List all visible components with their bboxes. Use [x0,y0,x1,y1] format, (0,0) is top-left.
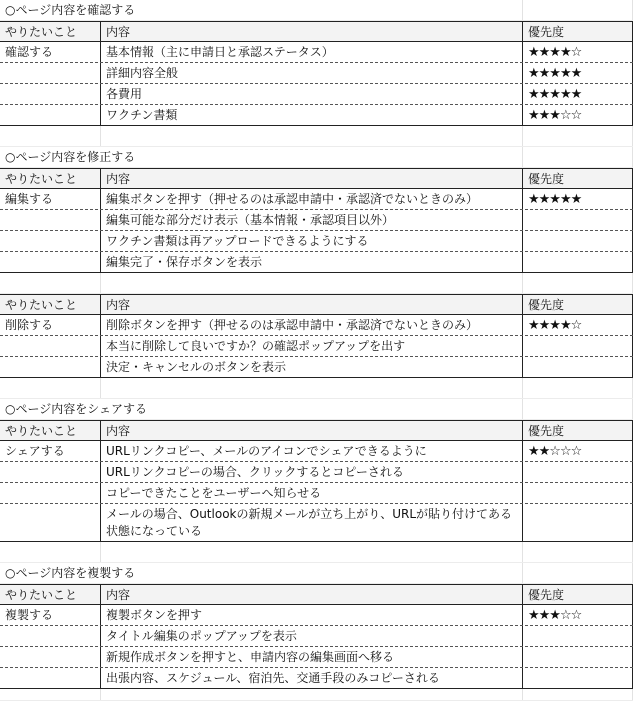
action-cell: 確認する [0,42,101,62]
table-row [0,483,633,504]
blank-row [0,126,633,147]
content-cell: メールの場合、Outlookの新規メールが立ち上がり、URLが貼り付けてある状態になっている [101,504,523,541]
section-title: ○ページ内容を修正する [0,147,523,167]
header-priority: 優先度 [523,22,633,41]
section-title: ○ページ内容をシェアする [0,399,523,419]
content-cell: URLリンクコピーの場合、クリックするとコピーされる [101,462,523,482]
table-row [0,84,633,105]
table-row [0,668,633,689]
table-row [0,647,633,668]
priority-cell [523,647,633,667]
content-cell: ワクチン書類は再アップロードできるようにする [101,231,523,251]
header-content: 内容 [101,585,523,604]
blank-row [0,542,633,563]
priority-cell [523,668,633,688]
priority-stars: ★★★★★ [523,63,633,83]
section-title-row [0,0,633,21]
header-action: やりたいこと [0,22,101,41]
header-action: やりたいこと [0,169,101,188]
section-title: ○ページ内容を確認する [0,0,523,20]
empty-cell [523,0,633,20]
header-priority: 優先度 [523,585,633,604]
header-action: やりたいこと [0,421,101,440]
table-row [0,605,633,626]
content-cell: ワクチン書類 [101,105,523,125]
header-row [0,21,633,42]
priority-cell [523,483,633,503]
blank-row [0,273,633,294]
table-row [0,462,633,483]
priority-cell [523,462,633,482]
content-cell: 編集ボタンを押す（押せるのは承認申請中・承認済でないときのみ） [101,189,523,209]
empty-cell [523,399,633,419]
table-row [0,210,633,231]
header-content: 内容 [101,169,523,188]
content-cell: 各費用 [101,84,523,104]
priority-stars: ★★★★☆ [523,315,633,335]
table-row [0,42,633,63]
priority-cell [523,357,633,377]
action-cell [0,336,101,356]
action-cell [0,357,101,377]
priority-stars: ★★★★★ [523,84,633,104]
action-cell: シェアする [0,441,101,461]
priority-cell [523,626,633,646]
priority-stars: ★★★★★ [523,189,633,209]
content-cell: 編集完了・保存ボタンを表示 [101,252,523,272]
header-content: 内容 [101,22,523,41]
priority-cell [523,504,633,541]
table-row [0,315,633,336]
header-action: やりたいこと [0,295,101,314]
action-cell [0,626,101,646]
header-priority: 優先度 [523,295,633,314]
table-row [0,189,633,210]
header-row [0,294,633,315]
table-row [0,504,633,542]
table-row [0,441,633,462]
header-row [0,168,633,189]
header-priority: 優先度 [523,421,633,440]
action-cell [0,647,101,667]
content-cell: 出張内容、スケジュール、宿泊先、交通手段のみコピーされる [101,668,523,688]
section-title-row [0,563,633,584]
priority-cell [523,210,633,230]
action-cell [0,668,101,688]
action-cell [0,462,101,482]
header-content: 内容 [101,421,523,440]
priority-cell [523,231,633,251]
table-row [0,357,633,378]
empty-cell [523,147,633,167]
action-cell [0,231,101,251]
section-title: ○ページ内容を複製する [0,563,523,583]
action-cell: 複製する [0,605,101,625]
action-cell [0,63,101,83]
priority-cell [523,336,633,356]
action-cell [0,84,101,104]
action-cell: 編集する [0,189,101,209]
table-row [0,252,633,273]
action-cell [0,105,101,125]
content-cell: 本当に削除して良いですか？の確認ポップアップを出す [101,336,523,356]
table-row [0,626,633,647]
priority-stars: ★★★★☆ [523,42,633,62]
empty-cell [523,563,633,583]
content-cell: 基本情報（主に申請日と承認ステータス） [101,42,523,62]
content-cell: タイトル編集のポップアップを表示 [101,626,523,646]
header-action: やりたいこと [0,585,101,604]
table-row [0,63,633,84]
blank-row [0,689,633,701]
content-cell: 詳細内容全般 [101,63,523,83]
section-title-row [0,147,633,168]
header-row [0,584,633,605]
header-content: 内容 [101,295,523,314]
table-row [0,336,633,357]
content-cell: 複製ボタンを押す [101,605,523,625]
content-cell: 削除ボタンを押す（押せるのは承認申請中・承認済でないときのみ） [101,315,523,335]
header-priority: 優先度 [523,169,633,188]
table-row [0,231,633,252]
content-cell: URLリンクコピー、メールのアイコンでシェアできるように [101,441,523,461]
priority-stars: ★★☆☆☆ [523,441,633,461]
priority-stars: ★★★☆☆ [523,105,633,125]
content-cell: コピーできたことをユーザーへ知らせる [101,483,523,503]
section-title-row [0,399,633,420]
content-cell: 編集可能な部分だけ表示（基本情報・承認項目以外） [101,210,523,230]
action-cell [0,252,101,272]
action-cell [0,483,101,503]
action-cell [0,210,101,230]
header-row [0,420,633,441]
action-cell: 削除する [0,315,101,335]
content-cell: 新規作成ボタンを押すと、申請内容の編集画面へ移る [101,647,523,667]
table-row [0,105,633,126]
content-cell: 決定・キャンセルのボタンを表示 [101,357,523,377]
priority-stars: ★★★☆☆ [523,605,633,625]
blank-row [0,378,633,399]
action-cell [0,504,101,541]
priority-cell [523,252,633,272]
